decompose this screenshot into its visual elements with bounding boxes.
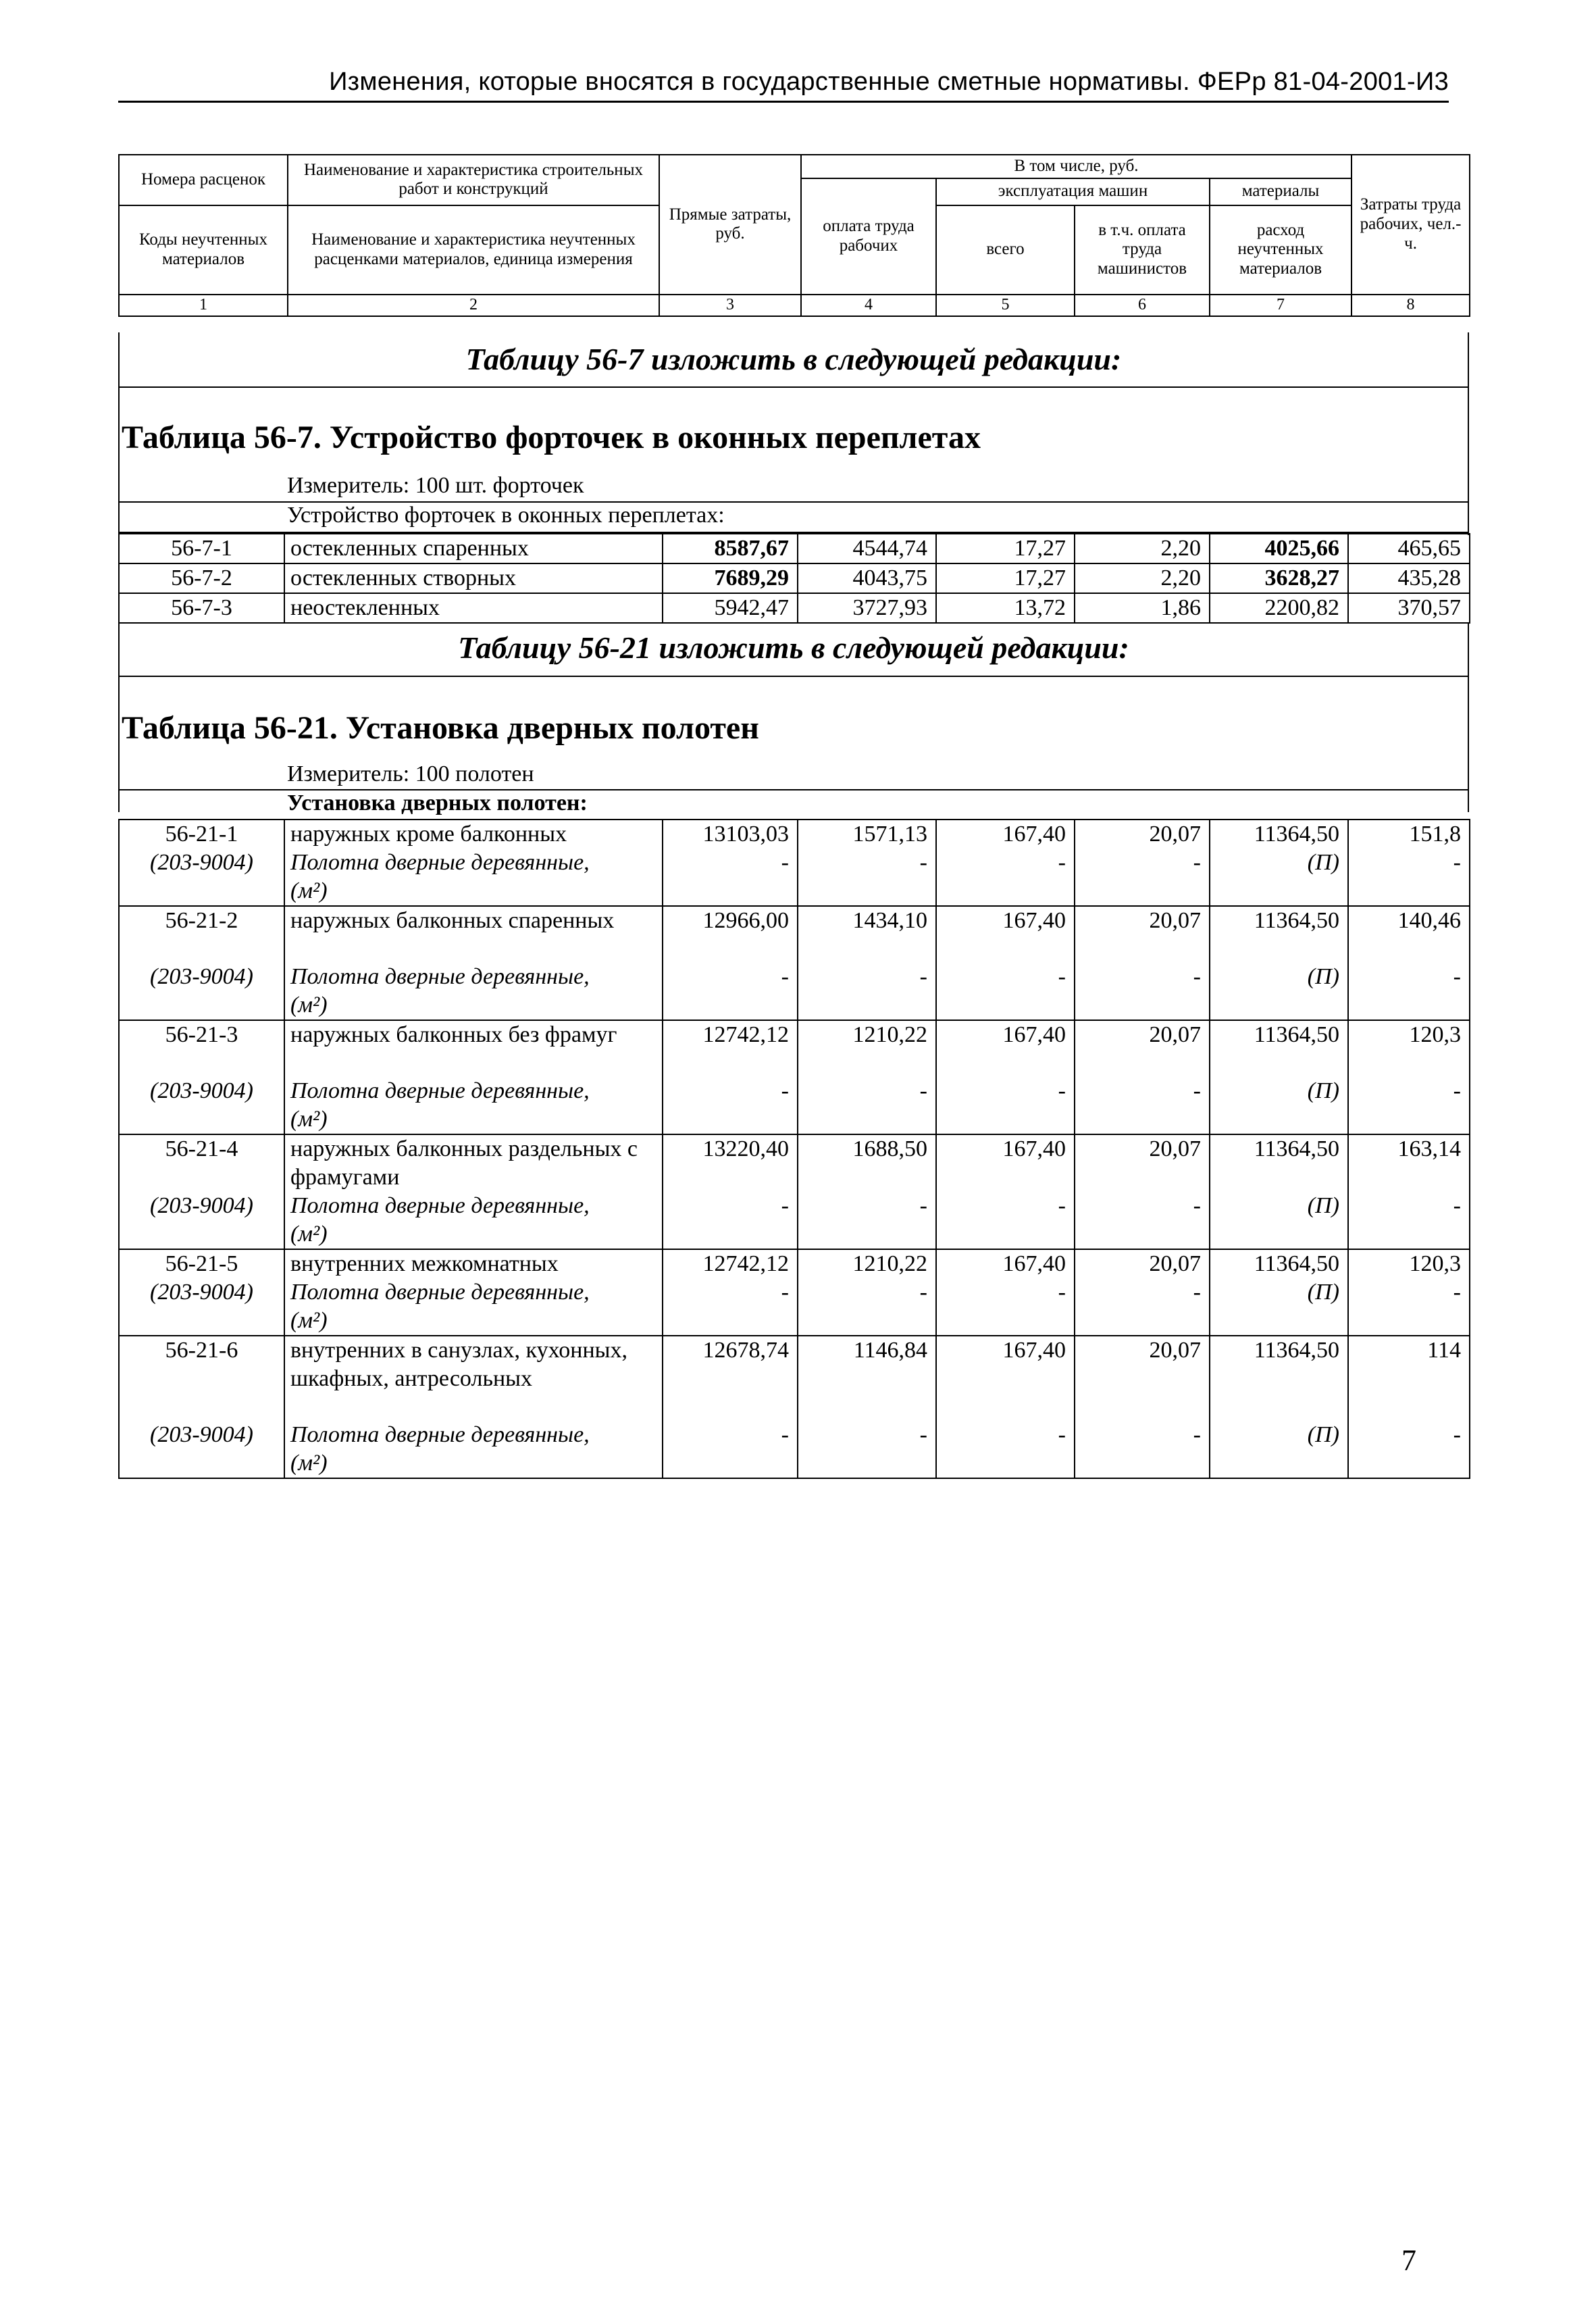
materials-cost: 11364,50 xyxy=(1210,906,1348,963)
material-name-text: Полотна дверные деревянные, xyxy=(290,1422,590,1447)
rate-name: наружных балконных спаренных xyxy=(284,906,663,963)
section1-table xyxy=(118,533,1470,624)
column-number: 7 xyxy=(1210,295,1352,316)
dash-cell: - xyxy=(798,1077,936,1134)
material-unit: (м²) xyxy=(290,1107,328,1132)
dash-cell: - xyxy=(1075,1421,1210,1478)
material-quantity: (П) xyxy=(1210,1421,1348,1478)
rate-code: 56-7-3 xyxy=(119,593,284,623)
dash-cell: - xyxy=(936,849,1075,906)
header-material-codes: Коды неучтенных материалов xyxy=(119,205,288,295)
rate-name: остекленных створных xyxy=(284,563,663,593)
materials-cost: 2200,82 xyxy=(1210,593,1348,623)
material-row xyxy=(119,849,1470,906)
header-material-usage: расход неучтенных материалов xyxy=(1210,205,1352,295)
direct-cost: 12742,12 xyxy=(663,1020,798,1077)
section1-group-heading: Устройство форточек в оконных переплетах: xyxy=(287,503,725,528)
material-row xyxy=(119,1077,1470,1134)
rate-name: неостекленных xyxy=(284,593,663,623)
direct-cost: 8587,67 xyxy=(663,534,798,563)
table-row xyxy=(119,1336,1470,1421)
labor-hours: 120,3 xyxy=(1348,1020,1470,1077)
machinist-pay: 20,07 xyxy=(1075,1134,1210,1192)
header-materials: материалы xyxy=(1210,178,1352,205)
material-name xyxy=(284,849,663,906)
material-quantity: (П) xyxy=(1210,1278,1348,1336)
direct-cost: 12742,12 xyxy=(663,1249,798,1278)
rate-name: наружных балконных без фрамуг xyxy=(284,1020,663,1077)
section1-measure: Измеритель: 100 шт. форточек xyxy=(287,473,584,498)
section1-table-title: Таблица 56-7. Устройство форточек в оконных переплетах xyxy=(122,420,981,455)
direct-cost: 13220,40 xyxy=(663,1134,798,1192)
dash-cell: - xyxy=(663,1278,798,1336)
labor-pay: 1434,10 xyxy=(798,906,936,963)
material-name-text: Полотна дверные деревянные, xyxy=(290,1078,590,1103)
direct-cost: 12966,00 xyxy=(663,906,798,963)
dash-cell: - xyxy=(1075,1077,1210,1134)
labor-hours: 140,46 xyxy=(1348,906,1470,963)
dash-cell: - xyxy=(1075,849,1210,906)
labor-pay: 3727,93 xyxy=(798,593,936,623)
material-quantity: (П) xyxy=(1210,1077,1348,1134)
material-name-text: Полотна дверные деревянные, xyxy=(290,1193,590,1218)
material-code: (203-9004) xyxy=(119,1077,284,1134)
header-labor-hours: Затраты труда рабочих, чел.-ч. xyxy=(1352,155,1470,295)
header-machines: эксплуатация машин xyxy=(936,178,1210,205)
material-code: (203-9004) xyxy=(119,963,284,1020)
dash-cell: - xyxy=(1075,963,1210,1020)
material-code: (203-9004) xyxy=(119,1421,284,1478)
dash-cell: - xyxy=(798,963,936,1020)
material-name xyxy=(284,963,663,1020)
materials-cost: 11364,50 xyxy=(1210,1249,1348,1278)
dash-cell: - xyxy=(936,1077,1075,1134)
rate-code: 56-21-5 xyxy=(119,1249,284,1278)
column-number: 5 xyxy=(936,295,1075,316)
materials-cost: 11364,50 xyxy=(1210,1134,1348,1192)
dash-cell: - xyxy=(1348,1421,1470,1478)
rate-code: 56-21-1 xyxy=(119,820,284,849)
materials-cost: 11364,50 xyxy=(1210,1020,1348,1077)
section2-table xyxy=(118,819,1470,1479)
dash-cell: - xyxy=(663,1421,798,1478)
machines-total: 167,40 xyxy=(936,1336,1075,1421)
labor-hours: 114 xyxy=(1348,1336,1470,1421)
material-code: (203-9004) xyxy=(119,849,284,906)
rate-name: остекленных спаренных xyxy=(284,534,663,563)
material-name xyxy=(284,1192,663,1249)
labor-pay: 1210,22 xyxy=(798,1020,936,1077)
material-unit: (м²) xyxy=(290,1451,328,1476)
material-row xyxy=(119,1421,1470,1478)
dash-cell: - xyxy=(663,849,798,906)
machines-total: 17,27 xyxy=(936,534,1075,563)
dash-cell: - xyxy=(936,1278,1075,1336)
machines-total: 167,40 xyxy=(936,906,1075,963)
document-header: Изменения, которые вносятся в государственные сметные нормативы. ФЕРр 81-04-2001-И3 xyxy=(118,68,1449,103)
page-number: 7 xyxy=(1401,2244,1416,2277)
rate-name: внутренних межкомнатных xyxy=(284,1249,663,1278)
table-row xyxy=(119,534,1470,563)
header-material-names: Наименование и характеристика неучтенных расценками материалов, единица измерения xyxy=(288,205,659,295)
material-unit: (м²) xyxy=(290,1222,328,1247)
rate-name: внутренних в санузлах, кухонных, шкафных, антресольных xyxy=(284,1336,663,1421)
column-header-table xyxy=(118,154,1470,317)
material-name-text: Полотна дверные деревянные, xyxy=(290,1280,590,1305)
material-unit: (м²) xyxy=(290,878,328,903)
machines-total: 167,40 xyxy=(936,820,1075,849)
rate-code: 56-7-2 xyxy=(119,563,284,593)
dash-cell: - xyxy=(798,1278,936,1336)
section1-banner: Таблицу 56-7 изложить в следующей редакции: xyxy=(465,342,1122,376)
rate-code: 56-21-2 xyxy=(119,906,284,963)
rate-code: 56-21-4 xyxy=(119,1134,284,1192)
table-row xyxy=(119,820,1470,849)
direct-cost: 12678,74 xyxy=(663,1336,798,1421)
labor-pay: 4544,74 xyxy=(798,534,936,563)
labor-hours: 163,14 xyxy=(1348,1134,1470,1192)
material-name-text: Полотна дверные деревянные, xyxy=(290,964,590,989)
materials-cost: 3628,27 xyxy=(1210,563,1348,593)
labor-pay: 1571,13 xyxy=(798,820,936,849)
direct-cost: 13103,03 xyxy=(663,820,798,849)
rate-code: 56-21-6 xyxy=(119,1336,284,1421)
divider xyxy=(118,676,1469,677)
header-direct-costs: Прямые затраты, руб. xyxy=(659,155,801,295)
machinist-pay: 1,86 xyxy=(1075,593,1210,623)
header-machinist-pay: в т.ч. оплата труда машинистов xyxy=(1075,205,1210,295)
dash-cell: - xyxy=(936,1421,1075,1478)
material-quantity: (П) xyxy=(1210,963,1348,1020)
labor-hours: 151,8 xyxy=(1348,820,1470,849)
rate-code: 56-21-3 xyxy=(119,1020,284,1077)
section2-banner: Таблицу 56-21 изложить в следующей редакции: xyxy=(458,630,1129,665)
machinist-pay: 20,07 xyxy=(1075,1336,1210,1421)
machinist-pay: 2,20 xyxy=(1075,534,1210,563)
labor-hours: 370,57 xyxy=(1348,593,1470,623)
dash-cell: - xyxy=(1348,1077,1470,1134)
labor-pay: 4043,75 xyxy=(798,563,936,593)
dash-cell: - xyxy=(798,849,936,906)
machinist-pay: 20,07 xyxy=(1075,820,1210,849)
dash-cell: - xyxy=(1075,1192,1210,1249)
dash-cell: - xyxy=(1348,1192,1470,1249)
dash-cell: - xyxy=(936,963,1075,1020)
dash-cell: - xyxy=(663,1192,798,1249)
material-row xyxy=(119,1192,1470,1249)
material-unit: (м²) xyxy=(290,1308,328,1333)
machinist-pay: 2,20 xyxy=(1075,563,1210,593)
dash-cell: - xyxy=(936,1192,1075,1249)
labor-pay: 1146,84 xyxy=(798,1336,936,1421)
direct-cost: 7689,29 xyxy=(663,563,798,593)
header-rate-numbers: Номера расценок xyxy=(119,155,288,205)
machines-total: 167,40 xyxy=(936,1020,1075,1077)
labor-hours: 435,28 xyxy=(1348,563,1470,593)
dash-cell: - xyxy=(1348,963,1470,1020)
material-name xyxy=(284,1421,663,1478)
column-number: 6 xyxy=(1075,295,1210,316)
machinist-pay: 20,07 xyxy=(1075,1020,1210,1077)
dash-cell: - xyxy=(798,1192,936,1249)
direct-cost: 5942,47 xyxy=(663,593,798,623)
dash-cell: - xyxy=(663,1077,798,1134)
machinist-pay: 20,07 xyxy=(1075,1249,1210,1278)
table-row xyxy=(119,563,1470,593)
material-name xyxy=(284,1278,663,1336)
table-row xyxy=(119,906,1470,963)
dash-cell: - xyxy=(1348,849,1470,906)
machines-total: 167,40 xyxy=(936,1249,1075,1278)
machines-total: 167,40 xyxy=(936,1134,1075,1192)
divider xyxy=(118,386,1469,388)
header-including-group: В том числе, руб. xyxy=(801,155,1352,178)
table-row xyxy=(119,1249,1470,1278)
section2-measure: Измеритель: 100 полотен xyxy=(287,761,534,786)
section2-group-heading: Установка дверных полотен: xyxy=(287,790,588,815)
machines-total: 17,27 xyxy=(936,563,1075,593)
dash-cell: - xyxy=(1348,1278,1470,1336)
machines-total: 13,72 xyxy=(936,593,1075,623)
labor-pay: 1688,50 xyxy=(798,1134,936,1192)
table-row xyxy=(119,593,1470,623)
material-row xyxy=(119,963,1470,1020)
material-row xyxy=(119,1278,1470,1336)
rate-code: 56-7-1 xyxy=(119,534,284,563)
section2-table-title: Таблица 56-21. Установка дверных полотен xyxy=(122,710,759,746)
material-quantity: (П) xyxy=(1210,849,1348,906)
header-labor-pay: оплата труда рабочих xyxy=(801,178,936,295)
column-number: 3 xyxy=(659,295,801,316)
column-number: 4 xyxy=(801,295,936,316)
header-machines-total: всего xyxy=(936,205,1075,295)
materials-cost: 11364,50 xyxy=(1210,1336,1348,1421)
dash-cell: - xyxy=(1075,1278,1210,1336)
column-number: 8 xyxy=(1352,295,1470,316)
column-number: 1 xyxy=(119,295,288,316)
labor-hours: 120,3 xyxy=(1348,1249,1470,1278)
machinist-pay: 20,07 xyxy=(1075,906,1210,963)
labor-hours: 465,65 xyxy=(1348,534,1470,563)
rate-name: наружных балконных раздельных с фрамугами xyxy=(284,1134,663,1192)
material-code: (203-9004) xyxy=(119,1278,284,1336)
table-row xyxy=(119,1020,1470,1077)
material-name-text: Полотна дверные деревянные, xyxy=(290,850,590,875)
material-unit: (м²) xyxy=(290,992,328,1017)
labor-pay: 1210,22 xyxy=(798,1249,936,1278)
rate-name: наружных кроме балконных xyxy=(284,820,663,849)
column-number: 2 xyxy=(288,295,659,316)
dash-cell: - xyxy=(663,963,798,1020)
material-code: (203-9004) xyxy=(119,1192,284,1249)
materials-cost: 11364,50 xyxy=(1210,820,1348,849)
material-name xyxy=(284,1077,663,1134)
material-quantity: (П) xyxy=(1210,1192,1348,1249)
materials-cost: 4025,66 xyxy=(1210,534,1348,563)
table-row xyxy=(119,1134,1470,1192)
dash-cell: - xyxy=(798,1421,936,1478)
header-work-name: Наименование и характеристика строительных работ и конструкций xyxy=(288,155,659,205)
